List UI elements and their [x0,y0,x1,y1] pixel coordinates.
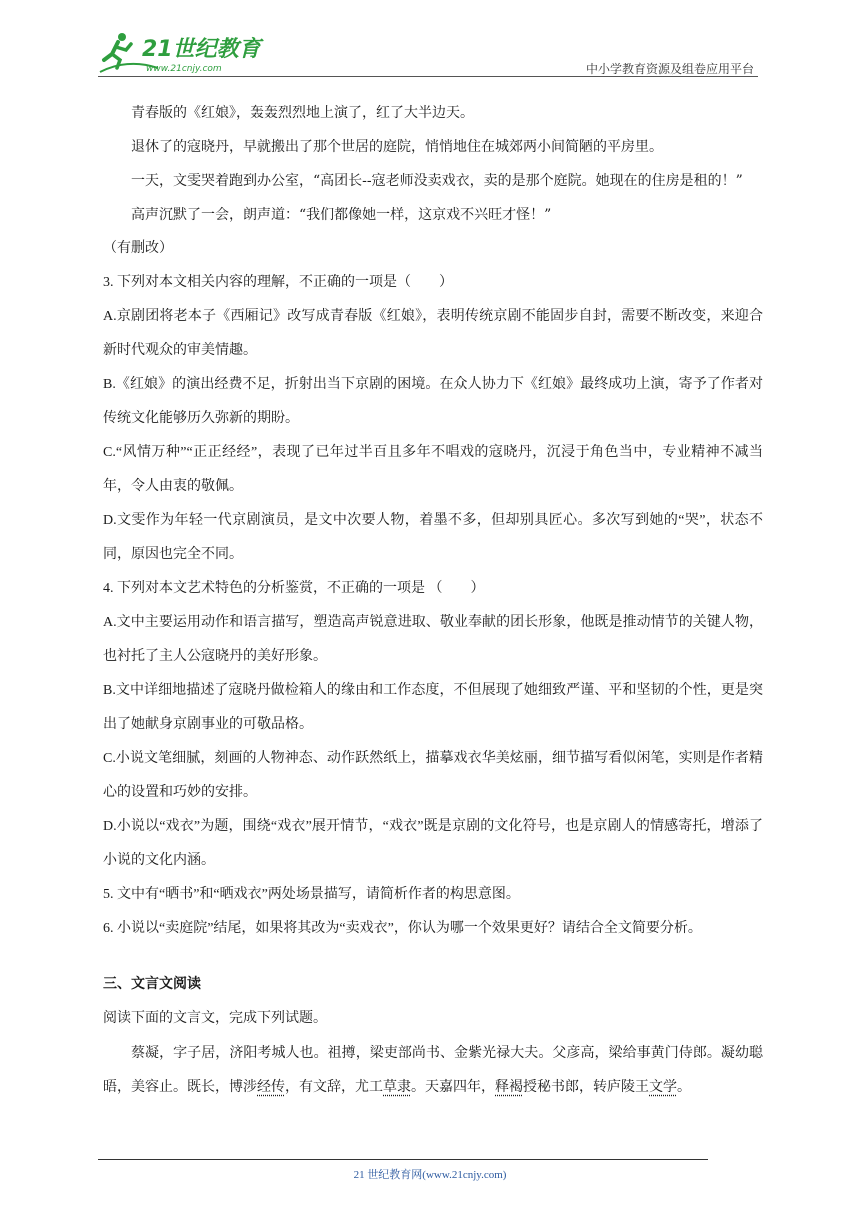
footer-text: 21 世纪教育网(www.21cnjy.com) [353,1169,507,1181]
annotated-term: 文学 [649,1079,677,1095]
question-4-option-d: D.小说以“戏衣”为题，围绕“戏衣”展开情节，“戏衣”既是京剧的文化符号，也是京剧人的情感寄托，增添了小说的文化内涵。 [103,819,763,868]
question-3-option-a: A.京剧团将老本子《西厢记》改写成青春版《红娘》，表明传统京剧不能固步自封，需要不断改变，来迎合新时代观众的审美情趣。 [103,309,763,358]
question-3-option-b: B.《红娘》的演出经费不足，折射出当下京剧的困境。在众人协力下《红娘》最终成功上演，寄予了作者对传统文化能够历久弥新的期盼。 [103,377,763,426]
header-divider [98,76,758,77]
passage-text: 授秘书郎，转庐陵王 [523,1079,649,1095]
question-5: 5. 文中有“晒书”和“晒戏衣”两处场景描写，请简析作者的构思意图。 [103,887,520,902]
question-3-stem: 3. 下列对本文相关内容的理解，不正确的一项是（ ） [103,275,453,290]
section-gap [103,946,763,968]
question-4-option-b: B.文中详细地描述了寇晓丹做检箱人的缘由和工作态度，不但展现了她细致严谨、平和坚韧的个性，更是突出了她献身京剧事业的可敬品格。 [103,683,763,732]
section-3-title: 三、文言文阅读 [103,977,201,992]
story-paragraph: 青春版的《红娘》，轰轰烈烈地上演了，红了大半边天。 [131,105,474,121]
passage-text: ，有文辞，尤工 [285,1079,383,1095]
logo-url: www.21cnjy.com [146,64,222,74]
question-6: 6. 小说以“卖庭院”结尾，如果将其改为“卖戏衣”，你认为哪一个效果更好？请结合全文简要分析。 [103,921,702,936]
question-4-option-c: C.小说文笔细腻，刻画的人物神态、动作跃然纸上，描摹戏衣华美炫丽，细节描写看似闲笔，实则是作者精心的设置和巧妙的安排。 [103,751,763,800]
question-3-option-c: C.“风情万种”“正正经经”，表现了已年过半百且多年不唱戏的寇晓丹，沉浸于角色当中，专业精神不减当年，令人由衷的敬佩。 [103,445,763,494]
question-4-option-a: A.文中主要运用动作和语言描写，塑造高声锐意进取、敬业奉献的团长形象，他既是推动情节的关键人物，也衬托了主人公寇晓丹的美好形象。 [103,615,763,664]
footer-divider [98,1159,708,1160]
question-3-option-d: D.文雯作为年轻一代京剧演员，是文中次要人物，着墨不多，但却别具匠心。多次写到她的“哭”，状态不同，原因也完全不同。 [103,513,763,562]
annotated-term: 经传 [257,1079,285,1095]
platform-name: 中小学教育资源及组卷应用平台 [585,62,754,76]
passage-text: 蔡凝，字子居，济阳考城人也。祖撙，梁吏部尚书、金紫光禄大夫。父彦高，梁给事黄门侍郎。凝幼聪晤，美容止。既长，博涉 [103,1045,763,1095]
annotated-term: 草隶 [383,1079,411,1095]
story-paragraph: 高声沉默了一会，朗声道：“我们都像她一样，这京戏不兴旺才怪！” [131,207,552,223]
story-paragraph: 退休了的寇晓丹，早就搬出了那个世居的庭院，悄悄地住在城郊两小间简陋的平房里。 [131,139,663,155]
passage-text: 。 [677,1079,691,1095]
story-paragraph: 一天，文雯哭着跑到办公室，“高团长--寇老师没卖戏衣，卖的是那个庭院。她现在的住房是租的！” [131,173,743,189]
annotated-term: 释褐 [495,1079,523,1095]
question-4-stem: 4. 下列对本文艺术特色的分析鉴赏，不正确的一项是 （ ） [103,581,485,596]
logo-text: 21世纪教育 [142,37,261,62]
21cnjy-logo [98,30,288,76]
passage-text: 。天嘉四年， [411,1079,495,1095]
classical-passage [103,1036,763,1104]
section-3-instruction: 阅读下面的文言文，完成下列试题。 [103,1011,327,1026]
document-body [103,96,763,1104]
source-note: （有删改） [103,241,173,256]
page-header [98,30,758,80]
